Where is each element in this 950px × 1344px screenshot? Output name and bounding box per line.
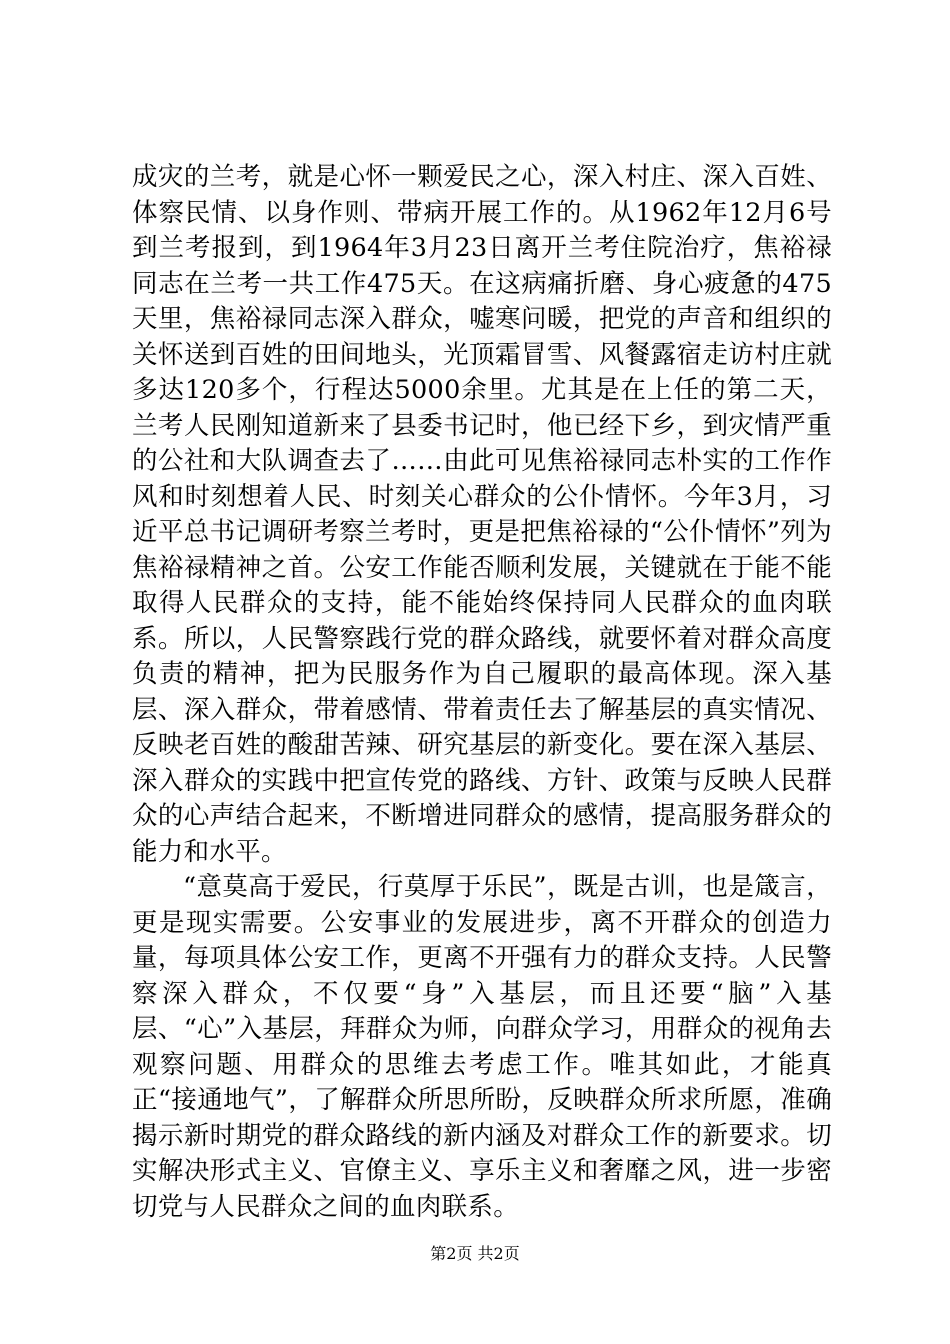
paragraph-2: “意莫高于爱民，行莫厚于乐民”，既是古训，也是箴言，更是现实需要。公安事业的发展进步，离不开群众的创造力量，每项具体公安工作，更离不开强有力的群众支持。人民警察深入群众，不仅要“身”入基层，而且还要“脑”入基层、“心”入基层，拜群众为师，向群众学习，用群众的视角去观察问题、用群众的思维去考虑工作。唯其如此，才能真正“接通地气”，了解群众所思所盼，反映群众所求所愿，准确揭示新时期党的群众路线的新内涵及对群众工作的新要求。切实解决形式主义、官僚主义、享乐主义和奢靡之风，进一步密切党与人民群众之间的血肉联系。: [132, 872, 832, 1222]
page-number-footer: 第2页 共2页: [430, 1244, 520, 1263]
document-body: [132, 160, 832, 1225]
paragraph-1: 成灾的兰考，就是心怀一颗爱民之心，深入村庄、深入百姓、体察民情、以身作则、带病开展工作的。从1962年12月6号到兰考报到，到1964年3月23日离开兰考住院治疗，焦裕禄同志在兰考一共工作475天。在这病痛折磨、身心疲惫的475天里，焦裕禄同志深入群众，嘘寒问暖，把党的声音和组织的关怀送到百姓的田间地头，光顶霜冒雪、风餐露宿走访村庄就多达120多个，行程达5000余里。尤其是在上任的第二天，兰考人民刚知道新来了县委书记时，他已经下乡，到灾情严重的公社和大队调查去了……由此可见焦裕禄同志朴实的工作作风和时刻想着人民、时刻关心群众的公仆情怀。今年3月，习近平总书记调研考察兰考时，更是把焦裕禄的“公仆情怀”列为焦裕禄精神之首。公安工作能否顺利发展，关键就在于能不能取得人民群众的支持，能不能始终保持同人民群众的血肉联系。所以，人民警察践行党的群众路线，就要怀着对群众高度负责的精神，把为民服务作为自己履职的最高体现。深入基层、深入群众，带着感情、带着责任去了解基层的真实情况、反映老百姓的酸甜苦辣、研究基层的新变化。要在深入基层、深入群众的实践中把宣传党的路线、方针、政策与反映人民群众的心声结合起来，不断增进同群众的感情，提高服务群众的能力和水平。: [132, 162, 832, 867]
